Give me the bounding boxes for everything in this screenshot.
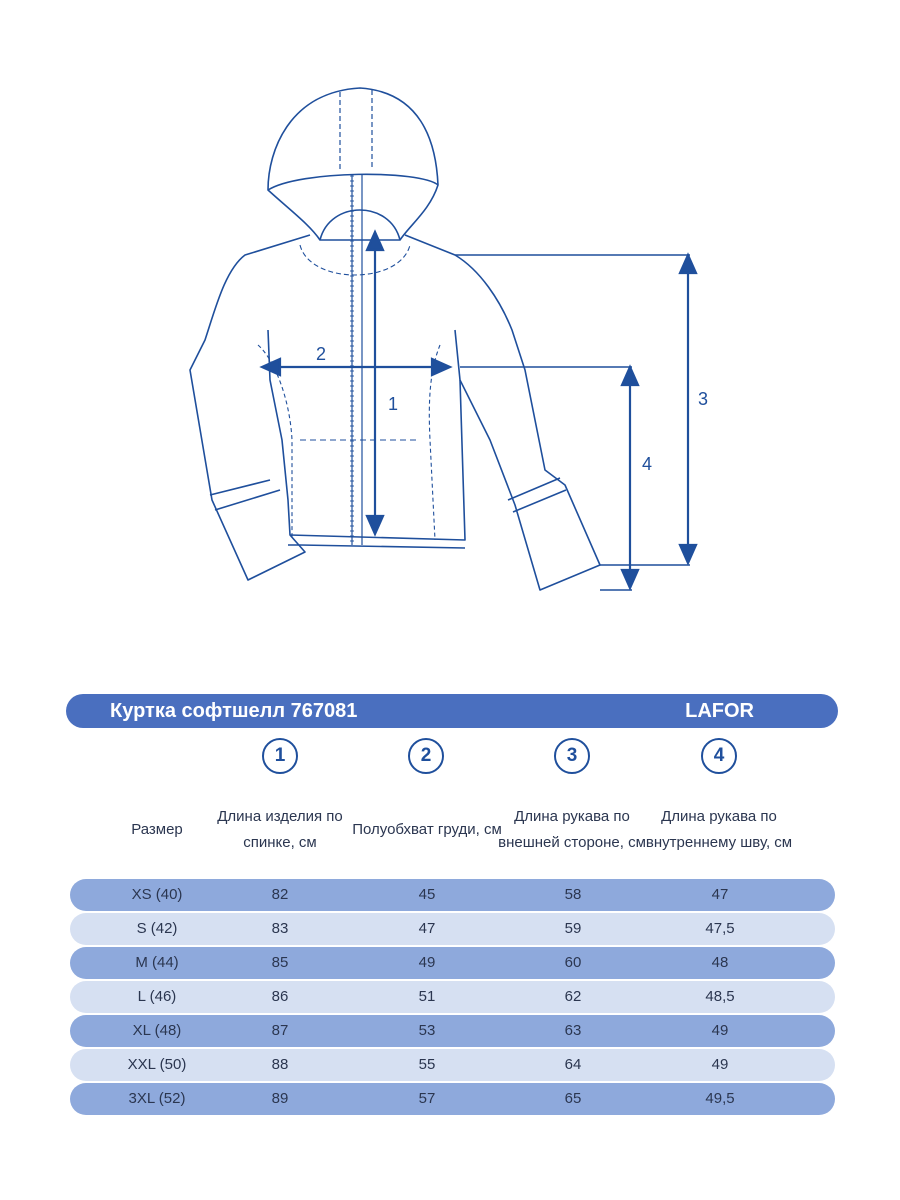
size-chart-title-bar	[66, 694, 838, 728]
measure-number-3: 3	[554, 738, 590, 774]
size-cell: M (44)	[135, 954, 179, 971]
dimension-label-3: 3	[698, 389, 709, 409]
value-cell: 49,5	[705, 1090, 735, 1107]
measure-number-4: 4	[701, 738, 737, 774]
table-row	[70, 1049, 835, 1081]
dimension-label-1: 1	[388, 394, 399, 414]
size-cell: S (42)	[136, 920, 178, 937]
column-header-half-chest: Полуобхват груди, см	[352, 821, 502, 838]
table-row	[70, 913, 835, 945]
product-title: Куртка софтшелл 767081	[110, 700, 358, 722]
value-cell: 47	[711, 886, 729, 903]
value-cell: 48	[711, 954, 729, 971]
measure-number-2: 2	[408, 738, 444, 774]
size-cell: XS (40)	[131, 886, 183, 903]
table-row	[70, 1015, 835, 1047]
table-row	[70, 879, 835, 911]
value-cell: 49	[418, 954, 436, 971]
column-header-inner-sleeve: Длина рукава по внутреннему шву, см	[645, 808, 793, 851]
value-cell: 85	[271, 954, 289, 971]
value-cell: 82	[271, 886, 289, 903]
size-cell: L (46)	[137, 988, 177, 1005]
brand-name: LAFOR	[685, 700, 754, 722]
value-cell: 65	[564, 1090, 582, 1107]
value-cell: 63	[564, 1022, 582, 1039]
value-cell: 86	[271, 988, 289, 1005]
value-cell: 60	[564, 954, 582, 971]
size-cell: 3XL (52)	[128, 1090, 186, 1107]
value-cell: 53	[418, 1022, 436, 1039]
value-cell: 45	[418, 886, 436, 903]
table-row	[70, 981, 835, 1013]
dimension-label-4: 4	[642, 454, 653, 474]
table-row	[70, 947, 835, 979]
size-column-header: Размер	[131, 821, 183, 838]
dimension-label-2: 2	[316, 344, 327, 364]
value-cell: 49	[711, 1056, 729, 1073]
value-cell: 58	[564, 886, 582, 903]
value-cell: 64	[564, 1056, 582, 1073]
value-cell: 87	[271, 1022, 289, 1039]
value-cell: 47,5	[705, 920, 735, 937]
size-cell: XXL (50)	[127, 1056, 187, 1073]
value-cell: 48,5	[705, 988, 735, 1005]
measure-number-1: 1	[262, 738, 298, 774]
value-cell: 59	[564, 920, 582, 937]
value-cell: 62	[564, 988, 582, 1005]
value-cell: 49	[711, 1022, 729, 1039]
value-cell: 89	[271, 1090, 289, 1107]
value-cell: 57	[418, 1090, 436, 1107]
value-cell: 55	[418, 1056, 436, 1073]
column-header-outer-sleeve: Длина рукава по внешней стороне, см	[498, 808, 646, 851]
size-cell: XL (48)	[132, 1022, 182, 1039]
value-cell: 83	[271, 920, 289, 937]
value-cell: 51	[418, 988, 436, 1005]
table-row	[70, 1083, 835, 1115]
column-header-back-length: Длина изделия по спинке, см	[217, 808, 343, 851]
value-cell: 88	[271, 1056, 289, 1073]
value-cell: 47	[418, 920, 436, 937]
